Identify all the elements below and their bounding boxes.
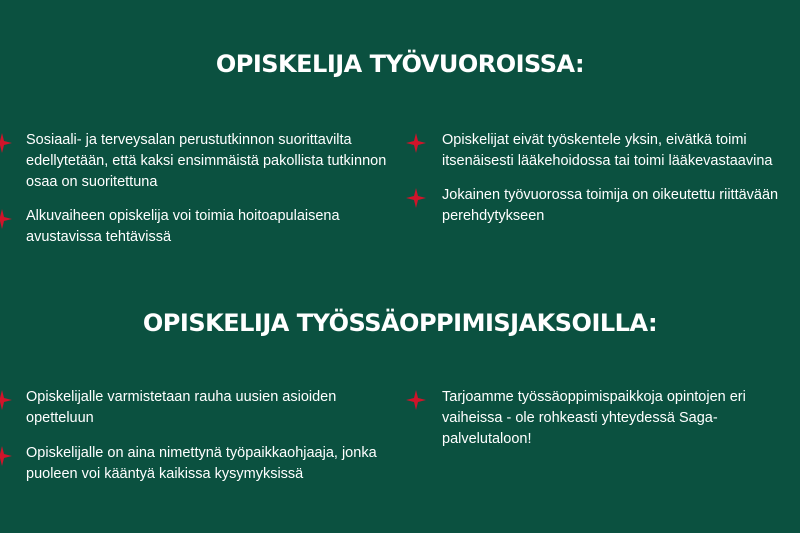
list-item: Jokainen työvuorossa toimija on oikeutettu riittävään perehdytykseen (442, 187, 779, 224)
four-point-star-icon (0, 446, 12, 466)
list-item: Tarjoamme työssäoppimispaikkoja opintojen eri vaiheissa - ole rohkeasti yhteydessä Saga-palvelutaloon! (442, 389, 746, 447)
four-point-star-icon (406, 133, 426, 153)
section-title-work-placements: OPISKELIJA TYÖSSÄOPPIMISJAKSOILLA: (142, 309, 658, 337)
list-item: Opiskelijalle varmistetaan rauha uusien asioiden opetteluun (26, 389, 337, 426)
four-point-star-icon (406, 188, 426, 208)
four-point-star-icon (0, 390, 12, 410)
section-title-work-shifts: OPISKELIJA TYÖVUOROISSA: (215, 50, 585, 78)
four-point-star-icon (406, 390, 426, 410)
four-point-star-icon (0, 209, 12, 229)
four-point-star-icon (0, 133, 12, 153)
list-item: Opiskelijat eivät työskentele yksin, eivätkä toimi itsenäisesti lääkehoidossa tai toimi lääkevastaavina (442, 132, 773, 169)
list-item: Sosiaali- ja terveysalan perustutkinnon suorittavilta edellytetään, että kaksi ensimmäistä pakollista tutkinnon osaa on suoritettuna (26, 132, 387, 190)
list-item: Alkuvaiheen opiskelija voi toimia hoitoapulaisena avustavissa tehtävissä (26, 208, 340, 245)
list-item: Opiskelijalle on aina nimettynä työpaikkaohjaaja, jonka puoleen voi kääntyä kaikissa kysymyksissä (26, 445, 377, 482)
